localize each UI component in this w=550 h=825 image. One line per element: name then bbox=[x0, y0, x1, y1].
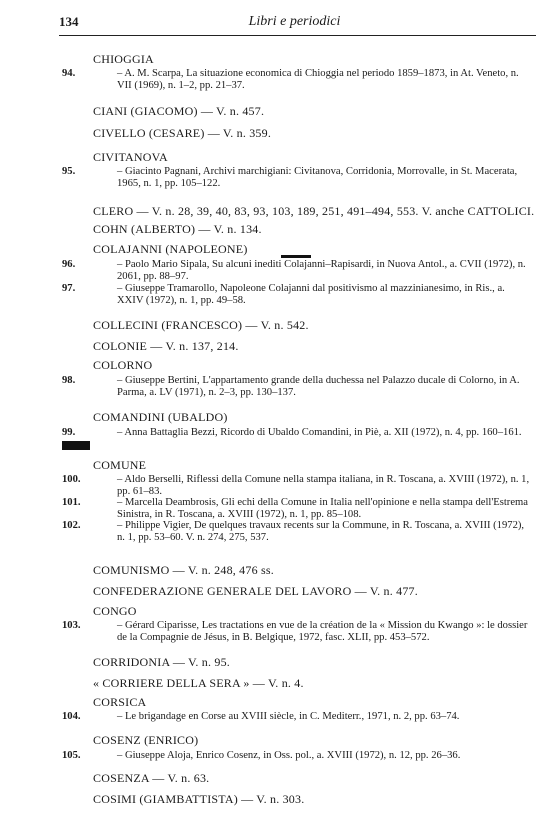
index-heading: COLLECINI (FRANCESCO) — V. n. 542. bbox=[93, 318, 309, 332]
bibliography-entry bbox=[62, 259, 532, 283]
entry-number: 100. bbox=[62, 474, 81, 485]
index-heading: COMANDINI (UBALDO) bbox=[93, 410, 228, 424]
entry-text bbox=[117, 166, 532, 190]
entry-number: 104. bbox=[62, 711, 81, 722]
entry-text bbox=[117, 474, 532, 498]
entry-text-content: – Le brigandage en Corse au XVIII siècle, in C. Mediterr., 1971, n. 2, pp. 63–74. bbox=[117, 711, 460, 722]
index-heading: COMUNE bbox=[93, 458, 147, 472]
index-heading: COMUNISMO — V. n. 248, 476 ss. bbox=[93, 563, 274, 577]
index-heading: « CORRIERE DELLA SERA » — V. n. 4. bbox=[93, 676, 304, 690]
bibliography-entry bbox=[62, 375, 532, 399]
index-heading: CIVITANOVA bbox=[93, 150, 168, 164]
bibliography-entry bbox=[62, 427, 532, 439]
bibliography-entry bbox=[62, 474, 532, 498]
entry-text bbox=[117, 68, 532, 92]
index-heading: CHIOGGIA bbox=[93, 52, 154, 66]
redaction-mark bbox=[62, 441, 90, 450]
bibliography-entry bbox=[62, 620, 532, 644]
entry-text bbox=[117, 497, 532, 521]
index-heading: COLAJANNI (NAPOLEONE) bbox=[93, 242, 248, 256]
entry-text-content: – Gérard Ciparisse, Les tractations en vue de la création de la « Mission du Kwango »: le dossier de la Compagnie de Jésus, in B. Belgique, 1972, fasc. XLII, pp. 453–572. bbox=[117, 620, 528, 643]
bibliography-entry bbox=[62, 520, 532, 544]
bibliography-entry bbox=[62, 166, 532, 190]
bibliography-entry bbox=[62, 283, 532, 307]
bibliography-entry bbox=[62, 711, 532, 723]
index-heading: COSENZ (ENRICO) bbox=[93, 733, 199, 747]
entry-text-content: – A. M. Scarpa, La situazione economica di Chioggia nel periodo 1859–1873, in At. Veneto, n. VII (1969), n. 1–2, pp. 21–37. bbox=[117, 68, 519, 91]
index-heading: COLORNO bbox=[93, 358, 153, 372]
entry-text bbox=[117, 711, 532, 723]
index-heading: CORRIDONIA — V. n. 95. bbox=[93, 655, 230, 669]
entry-number: 97. bbox=[62, 283, 76, 294]
index-heading: CIVELLO (CESARE) — V. n. 359. bbox=[93, 126, 272, 140]
page-header bbox=[59, 14, 530, 34]
index-heading: CONFEDERAZIONE GENERALE DEL LAVORO — V. n. 477. bbox=[93, 584, 418, 598]
entry-text-content: – Giuseppe Bertini, L'appartamento grande della duchessa nel Palazzo ducale di Colorno, in A. Parma, a. LV (1971), n. 2–3, pp. 130–137. bbox=[117, 375, 520, 398]
index-heading: COSIMI (GIAMBATTISTA) — V. n. 303. bbox=[93, 792, 305, 806]
entry-number: 105. bbox=[62, 750, 81, 761]
running-title: Libri e periodici bbox=[248, 14, 341, 29]
entry-number: 102. bbox=[62, 520, 81, 531]
entry-text-content: – Giacinto Pagnani, Archivi marchigiani: Civitanova, Corridonia, Morrovalle, in St. Macerata, 1965, n. 1, pp. 105–122. bbox=[117, 166, 518, 189]
index-heading: COSENZA — V. n. 63. bbox=[93, 771, 210, 785]
entry-text-content: – Philippe Vigier, De quelques travaux recents sur la Commune, in R. Toscana, a. XVIII (1972), n. 1, pp. 53–60. V. n. 274, 275, 537. bbox=[117, 520, 525, 543]
index-heading: CONGO bbox=[93, 604, 137, 618]
index-heading: COLONIE — V. n. 137, 214. bbox=[93, 339, 239, 353]
entry-number: 103. bbox=[62, 620, 81, 631]
entry-text bbox=[117, 750, 532, 762]
page-number: 134 bbox=[59, 14, 79, 29]
entry-number: 98. bbox=[62, 375, 76, 386]
index-heading: CLERO — V. n. 28, 39, 40, 83, 93, 103, 189, 251, 491–494, 553. V. anche CATTOLICI. bbox=[93, 204, 535, 218]
entry-text-content: – Marcella Deambrosis, Gli echi della Comune in Italia nell'opinione e nella stampa dell'Estrema Sinistra, in R. Toscana, a. XVIII (1972), n. 1, pp. 85–108. bbox=[117, 497, 528, 520]
entry-text bbox=[117, 620, 532, 644]
entry-text bbox=[117, 259, 532, 283]
entry-text-content: – Paolo Mario Sipala, Su alcuni inediti Colajanni–Rapisardi, in Nuova Antol., a. CVII (1972), n. 2061, pp. 88–97. bbox=[117, 259, 526, 282]
entry-text bbox=[117, 283, 532, 307]
entry-text-content: – Anna Battaglia Bezzi, Ricordo di Ubaldo Comandini, in Piè, a. XII (1972), n. 4, pp. 160–161. bbox=[117, 427, 522, 438]
entry-text bbox=[117, 427, 532, 439]
bibliography-entry bbox=[62, 497, 532, 521]
index-heading: CIANI (GIACOMO) — V. n. 457. bbox=[93, 104, 265, 118]
index-heading: COHN (ALBERTO) — V. n. 134. bbox=[93, 222, 262, 236]
entry-number: 94. bbox=[62, 68, 76, 79]
entry-text bbox=[117, 520, 532, 544]
bibliography-entry bbox=[62, 68, 532, 92]
bibliography-entry bbox=[62, 750, 532, 762]
entry-text-content: – Aldo Berselli, Riflessi della Comune nella stampa italiana, in R. Toscana, a. XVIII (1972), n. 1, pp. 61–83. bbox=[117, 474, 530, 497]
ink-mark bbox=[281, 255, 311, 258]
entry-number: 96. bbox=[62, 259, 76, 270]
entry-text-content: – Giuseppe Tramarollo, Napoleone Colajanni dal positivismo al mazzinianesimo, in Ris., a. XXIV (1972), n. 1, pp. 49–58. bbox=[117, 283, 505, 306]
entry-number: 99. bbox=[62, 427, 76, 438]
header-rule bbox=[59, 35, 536, 36]
entry-number: 95. bbox=[62, 166, 76, 177]
entry-text-content: – Giuseppe Aloja, Enrico Cosenz, in Oss. pol., a. XVIII (1972), n. 12, pp. 26–36. bbox=[117, 750, 461, 761]
entry-text bbox=[117, 375, 532, 399]
entry-number: 101. bbox=[62, 497, 81, 508]
index-heading: CORSICA bbox=[93, 695, 147, 709]
